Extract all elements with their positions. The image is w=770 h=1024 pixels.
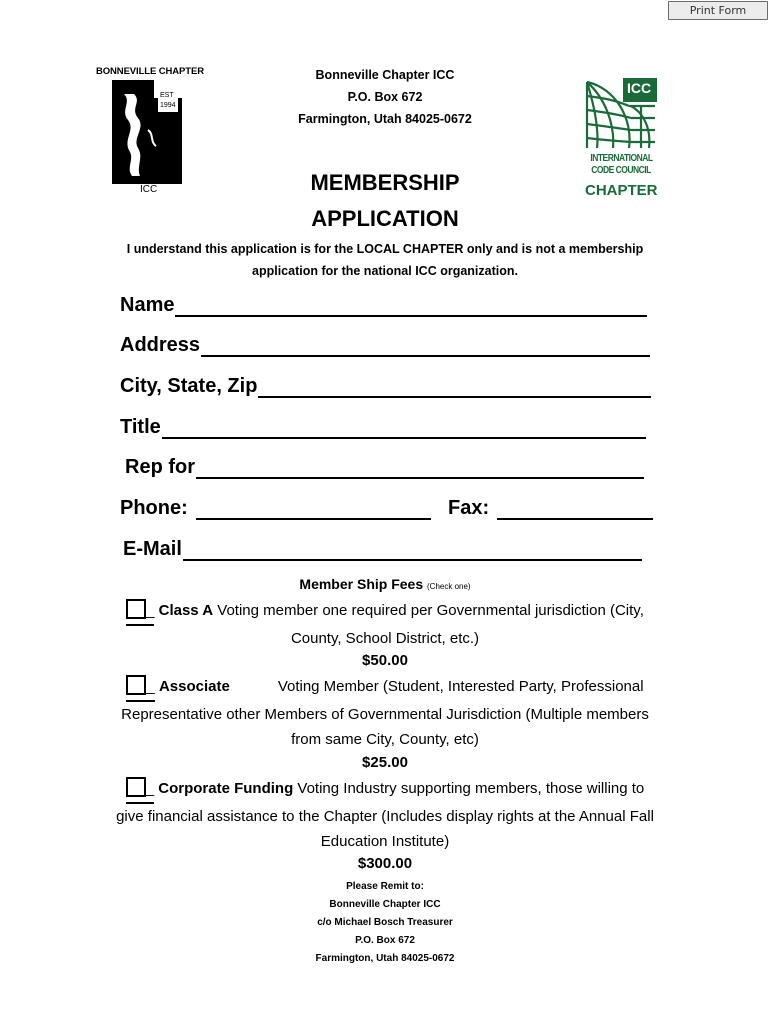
corporate-desc: Voting Industry supporting members, those willing to <box>293 780 645 797</box>
class-a-option <box>90 598 680 651</box>
disclaimer-line1: I understand this application is for the LOCAL CHAPTER only and is not a membership <box>126 242 644 256</box>
remit-treasurer: c/o Michael Bosch Treasurer <box>317 917 453 928</box>
icc-badge-text: ICC <box>626 80 652 96</box>
header-po-box: P.O. Box 672 <box>347 90 423 104</box>
rep-for-field[interactable] <box>125 456 644 479</box>
city-state-zip-field[interactable] <box>120 375 651 398</box>
email-label: E-Mail <box>123 538 182 560</box>
title-label: Title <box>120 416 161 438</box>
name-label: Name <box>120 294 175 316</box>
address-field[interactable] <box>120 334 650 357</box>
corporate-desc2: give financial assistance to the Chapter (Includes display rights at the Annual Fall <box>116 807 654 825</box>
disclaimer-line2: application for the national ICC organization. <box>252 264 518 278</box>
icc-chapter-logo <box>585 78 657 200</box>
class-a-desc2: County, School District, etc.) <box>290 629 480 647</box>
name-field[interactable] <box>120 294 647 317</box>
associate-label: Associate <box>158 678 230 695</box>
header-org-name: Bonneville Chapter ICC <box>315 68 455 82</box>
address-label: Address <box>120 334 201 356</box>
icc-chapter-text: CHAPTER <box>585 182 658 199</box>
corporate-label: Corporate Funding <box>158 780 294 797</box>
rep-for-label: Rep for <box>125 456 195 478</box>
phone-field[interactable] <box>120 497 431 520</box>
class-a-desc: Voting member one required per Governmental jurisdiction (City, <box>213 602 644 619</box>
page-title-line2: APPLICATION <box>311 206 459 231</box>
bonneville-chapter-logo <box>92 66 204 198</box>
class-a-label: Class A <box>158 602 214 619</box>
remit-city: Farmington, Utah 84025-0672 <box>315 953 455 964</box>
fax-label: Fax: <box>448 497 490 519</box>
logo-chapter-title: BONNEVILLE CHAPTER <box>96 66 204 77</box>
associate-price: $25.00 <box>362 754 408 771</box>
associate-desc: Voting Member (Student, Interested Party, Professional <box>277 678 644 695</box>
header-city: Farmington, Utah 84025-0672 <box>298 112 472 126</box>
icc-code-council-text: CODE COUNCIL <box>591 165 651 176</box>
remit-heading: Please Remit to: <box>346 881 424 892</box>
corporate-price: $300.00 <box>357 855 413 872</box>
fax-field[interactable] <box>448 497 653 520</box>
associate-desc2: Representative other Members of Governmental Jurisdiction (Multiple members <box>121 705 649 723</box>
class-a-checkbox[interactable]: _ <box>126 598 154 626</box>
title-field[interactable] <box>120 416 646 439</box>
corporate-checkbox[interactable]: _ <box>126 776 154 804</box>
fees-heading <box>0 576 770 592</box>
associate-checkbox[interactable]: _ <box>126 674 154 702</box>
check-one-note: (Check one) <box>427 582 471 591</box>
page-title-line1: MEMBERSHIP <box>310 170 460 195</box>
corporate-desc3: Education Institute) <box>320 833 450 850</box>
fees-heading-text: Member Ship Fees <box>299 576 424 592</box>
corporate-option <box>88 776 682 855</box>
remit-po-box: P.O. Box 672 <box>355 935 415 946</box>
city-state-zip-label: City, State, Zip <box>120 375 258 397</box>
class-a-price: $50.00 <box>362 652 408 669</box>
remit-org: Bonneville Chapter ICC <box>329 899 441 910</box>
logo-est-year: EST 1994 <box>158 90 178 112</box>
logo-icc-label: ICC <box>140 184 158 195</box>
print-form-button[interactable]: Print Form <box>668 1 768 20</box>
email-field[interactable] <box>123 538 642 561</box>
associate-desc3: from same City, County, etc) <box>291 731 479 748</box>
associate-option <box>88 674 682 753</box>
icc-international-text: INTERNATIONAL <box>590 153 653 164</box>
phone-label: Phone: <box>120 497 188 519</box>
